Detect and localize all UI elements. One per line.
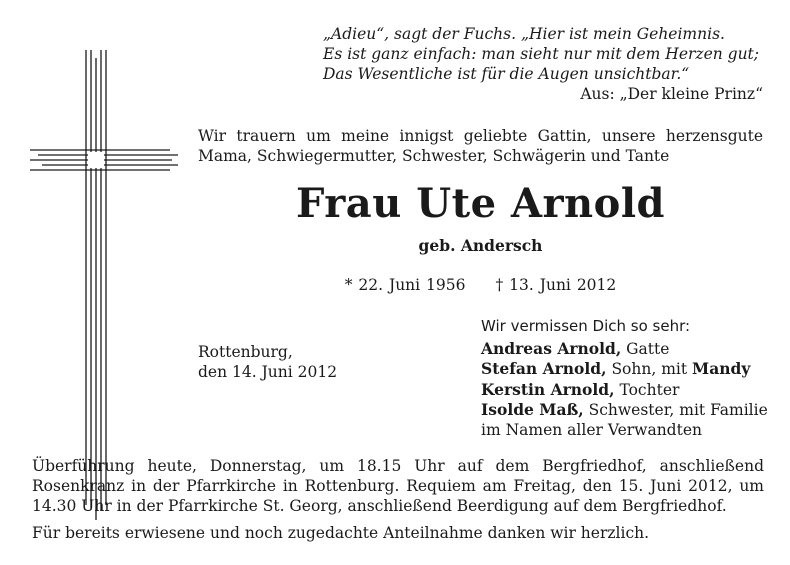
- mourner-line: Kerstin Arnold, Tochter: [481, 379, 680, 399]
- mourners-intro: Wir vermissen Dich so sehr:: [481, 317, 691, 335]
- life-dates: [198, 276, 763, 294]
- death-date: † 13. Juni 2012: [495, 276, 617, 294]
- intro-text: Wir trauern um meine innigst geliebte Gattin, unsere herzensgute Mama, Schwiegermutter, Schwester, Schwägerin und Tante: [198, 127, 763, 165]
- mourner-line: Isolde Maß, Schwester, mit Familie: [481, 400, 768, 419]
- mourner-line: Andreas Arnold, Gatte: [481, 338, 670, 358]
- deceased-name: Frau Ute Arnold: [296, 180, 665, 227]
- funeral-details: Überführung heute, Donnerstag, um 18.15 Uhr auf dem Bergfriedhof, anschließend Rosenkranz in der Pfarrkirche in Rottenburg. Requiem am Freitag, den 15. Juni 2012, um 14.30 Uhr in der Pfarrkirche St. Georg, anschließend Beerdigung auf dem Bergfriedhof.: [32, 457, 764, 515]
- place-date-block: [198, 342, 337, 382]
- maiden-name: geb. Andersch: [418, 236, 543, 255]
- quote-block: [323, 24, 763, 104]
- quote-line-3: Das Wesentliche ist für die Augen unsichtbar.“: [323, 65, 690, 83]
- mourners-block: [481, 317, 768, 440]
- quote-line-2: Es ist ganz einfach: man sieht nur mit dem Herzen gut;: [323, 45, 760, 63]
- thanks-text: Für bereits erwiesene und noch zugedachte Anteilnahme danken wir herzlich.: [32, 524, 650, 542]
- quote-line-1: „Adieu“, sagt der Fuchs. „Hier ist mein Geheimnis.: [323, 25, 725, 43]
- quote-source: Aus: „Der kleine Prinz“: [580, 85, 763, 103]
- birth-date: * 22. Juni 1956: [344, 276, 466, 294]
- place-date: den 14. Juni 2012: [198, 363, 338, 381]
- place: Rottenburg,: [198, 343, 293, 361]
- mourners-closing: im Namen aller Verwandten: [481, 420, 702, 439]
- mourner-line: Stefan Arnold, Sohn, mit Mandy: [481, 359, 751, 378]
